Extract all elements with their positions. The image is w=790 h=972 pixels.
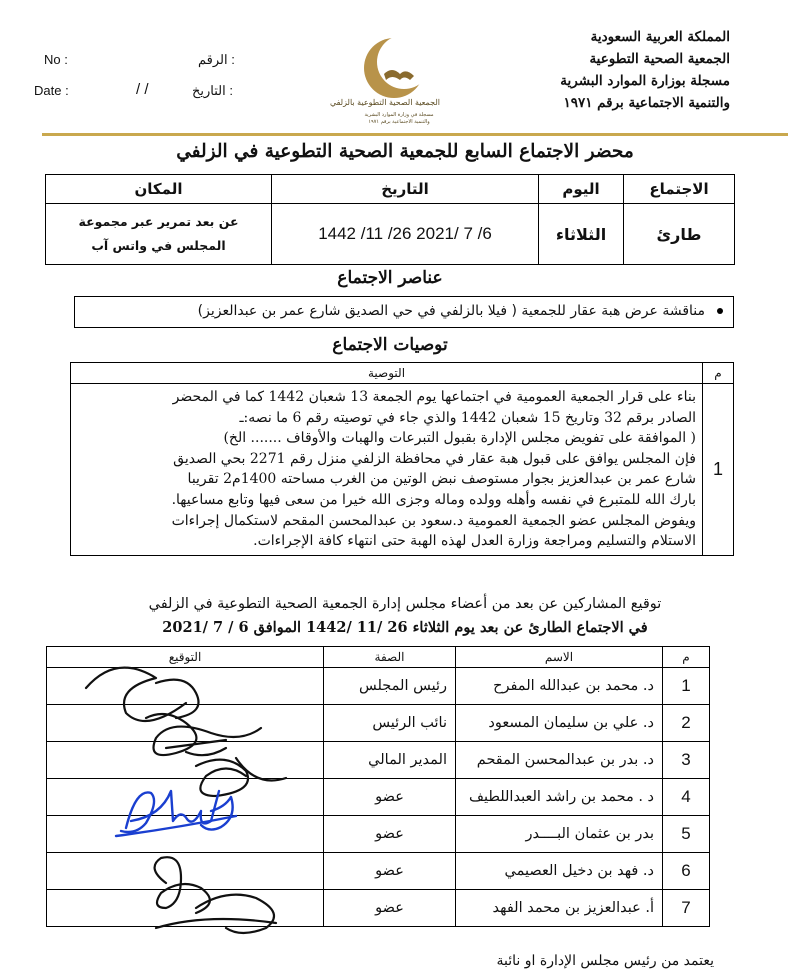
table-row <box>47 890 710 927</box>
member-num: 7 <box>663 890 710 927</box>
member-name: د. فهد بن دخيل العصيمي <box>456 853 663 890</box>
table-row <box>47 853 710 890</box>
member-role: رئيس المجلس <box>324 668 456 705</box>
signatures-intro-line-2: في الاجتماع الطارئ عن بعد يوم الثلاثاء 26 /11 /1442 الموافق 6 / 7 /2021 <box>162 619 648 636</box>
members-col-name: الاسم <box>456 647 663 668</box>
footer-approval-text: يعتمد من رئيس مجلس الإدارة او نائبة <box>496 953 714 969</box>
member-name: د . محمد بن راشد العبداللطيف <box>456 779 663 816</box>
rec-col-num: م <box>703 363 734 384</box>
table-row <box>47 779 710 816</box>
meeting-place-line-2: المجلس في واتس آب <box>91 238 226 253</box>
member-num: 3 <box>663 742 710 779</box>
date-slashes: / / <box>136 81 149 98</box>
org-line-3: مسجلة بوزارة الموارد البشرية <box>560 73 730 89</box>
no-label-en: No : <box>44 52 68 67</box>
members-table <box>46 646 710 927</box>
table-row <box>47 742 710 779</box>
rec-col-text: التوصية <box>71 363 703 384</box>
table-row <box>47 816 710 853</box>
org-header <box>470 26 730 114</box>
org-line-1: المملكة العربية السعودية <box>590 29 730 45</box>
member-signature <box>47 779 324 816</box>
logo-text: الجمعية الصحية التطوعية بالزلفي <box>329 98 440 107</box>
meeting-type: طارئ <box>624 204 735 265</box>
no-label-ar: الرقم : <box>198 52 235 67</box>
member-name: د. محمد بن عبدالله المفرح <box>456 668 663 705</box>
rec-number: 1 <box>703 384 734 556</box>
member-signature <box>47 668 324 705</box>
member-name: أ. عبدالعزيز بن محمد الفهد <box>456 890 663 927</box>
header-divider <box>42 133 788 136</box>
recommendations-table <box>70 362 734 556</box>
header-date: التاريخ <box>272 175 539 204</box>
rec-line: بناء على قرار الجمعية العمومية في اجتماعها يوم الجمعة 13 شعبان 1442 كما في المحضر <box>172 389 696 405</box>
header-day: اليوم <box>539 175 624 204</box>
table-row <box>47 705 710 742</box>
member-num: 2 <box>663 705 710 742</box>
member-role: نائب الرئيس <box>324 705 456 742</box>
member-role: عضو <box>324 890 456 927</box>
header-meeting: الاجتماع <box>624 175 735 204</box>
rec-line: الاستلام والتسليم ومراجعة وزارة العدل لهذه الهبة حتى انتهاء كافة الإجراءات. <box>253 533 696 550</box>
member-signature <box>47 890 324 927</box>
meeting-info-table <box>45 174 735 265</box>
member-signature <box>47 705 324 742</box>
date-label-en: Date : <box>34 83 69 98</box>
header-place: المكان <box>46 175 272 204</box>
member-signature <box>47 853 324 890</box>
member-role: عضو <box>324 779 456 816</box>
member-name: د. بدر بن عبدالمحسن المقحم <box>456 742 663 779</box>
members-col-num: م <box>663 647 710 668</box>
recommendations-heading: توصيات الاجتماع <box>332 335 448 355</box>
rec-text <box>71 384 703 556</box>
rec-line: الصادر برقم 32 وتاريخ 15 شعبان 1442 والذي جاء في توصيته رقم 6 ما نصه:ـ <box>239 409 696 426</box>
member-num: 5 <box>663 816 710 853</box>
member-num: 6 <box>663 853 710 890</box>
meeting-date: 1442 /11 /26 2021/ 7 /6 <box>272 204 539 265</box>
member-role: المدير المالي <box>324 742 456 779</box>
meeting-place-line-1: عن بعد تمرير عبر مجموعة <box>78 214 239 229</box>
bullet-icon <box>717 308 723 314</box>
agenda-item <box>74 296 734 328</box>
meeting-place <box>46 204 272 265</box>
rec-line: ويفوض المجلس عضو الجمعية العمومية د.سعود بن عبدالمحسن المقحم لاستكمال إجراءات <box>171 512 696 529</box>
member-name: د. علي بن سليمان المسعود <box>456 705 663 742</box>
rec-line: شارع عمر بن عبدالعزيز بجوار مستوصف نبض الوتين من الغرب مساحته 1400م2 تقريبا <box>187 471 696 488</box>
members-col-signature: التوقيع <box>47 647 324 668</box>
org-line-2: الجمعية الصحية التطوعية <box>589 51 730 67</box>
rec-line: فإن المجلس يوافق على قبول هبة عقار في محافظة الزلفي منزل رقم 2271 بحي الصديق <box>173 450 696 467</box>
date-label-ar: التاريخ : <box>192 83 233 98</box>
table-row <box>47 668 710 705</box>
signatures-intro-line-1: توقيع المشاركين عن بعد من أعضاء مجلس إدارة الجمعية الصحية التطوعية في الزلفي <box>148 596 662 612</box>
member-signature <box>47 816 324 853</box>
agenda-heading: عناصر الاجتماع <box>337 268 443 288</box>
rec-line: بارك الله للمتبرع في نفسه وأهله وولده وماله وجزى الله خيرا من سعى فيها وتابع مساعيها. <box>171 491 696 508</box>
rec-line: ( الموافقة على تفويض مجلس الإدارة بقبول التبرعات والهبات والأوقاف ....... الخ) <box>223 430 696 447</box>
member-name: بدر بن عثمان البــــدر <box>456 816 663 853</box>
member-role: عضو <box>324 853 456 890</box>
organization-logo <box>329 30 440 130</box>
org-line-4: والتنمية الاجتماعية برقم ١٩٧١ <box>563 95 730 111</box>
logo-subtext: مسجلة في وزارة الموارد البشرية والتنمية الاجتماعية برقم ١٩٧١ <box>364 112 434 125</box>
member-num: 4 <box>663 779 710 816</box>
member-signature <box>47 742 324 779</box>
agenda-item-text: مناقشة عرض هبة عقار للجمعية ( فيلا بالزلفي في حي الصديق شارع عمر بن عبدالعزيز) <box>197 303 705 319</box>
member-num: 1 <box>663 668 710 705</box>
document-title: محضر الاجتماع السابع للجمعية الصحية التطوعية في الزلفي <box>176 141 634 162</box>
meeting-day: الثلاثاء <box>539 204 624 265</box>
members-col-role: الصفة <box>324 647 456 668</box>
member-role: عضو <box>324 816 456 853</box>
